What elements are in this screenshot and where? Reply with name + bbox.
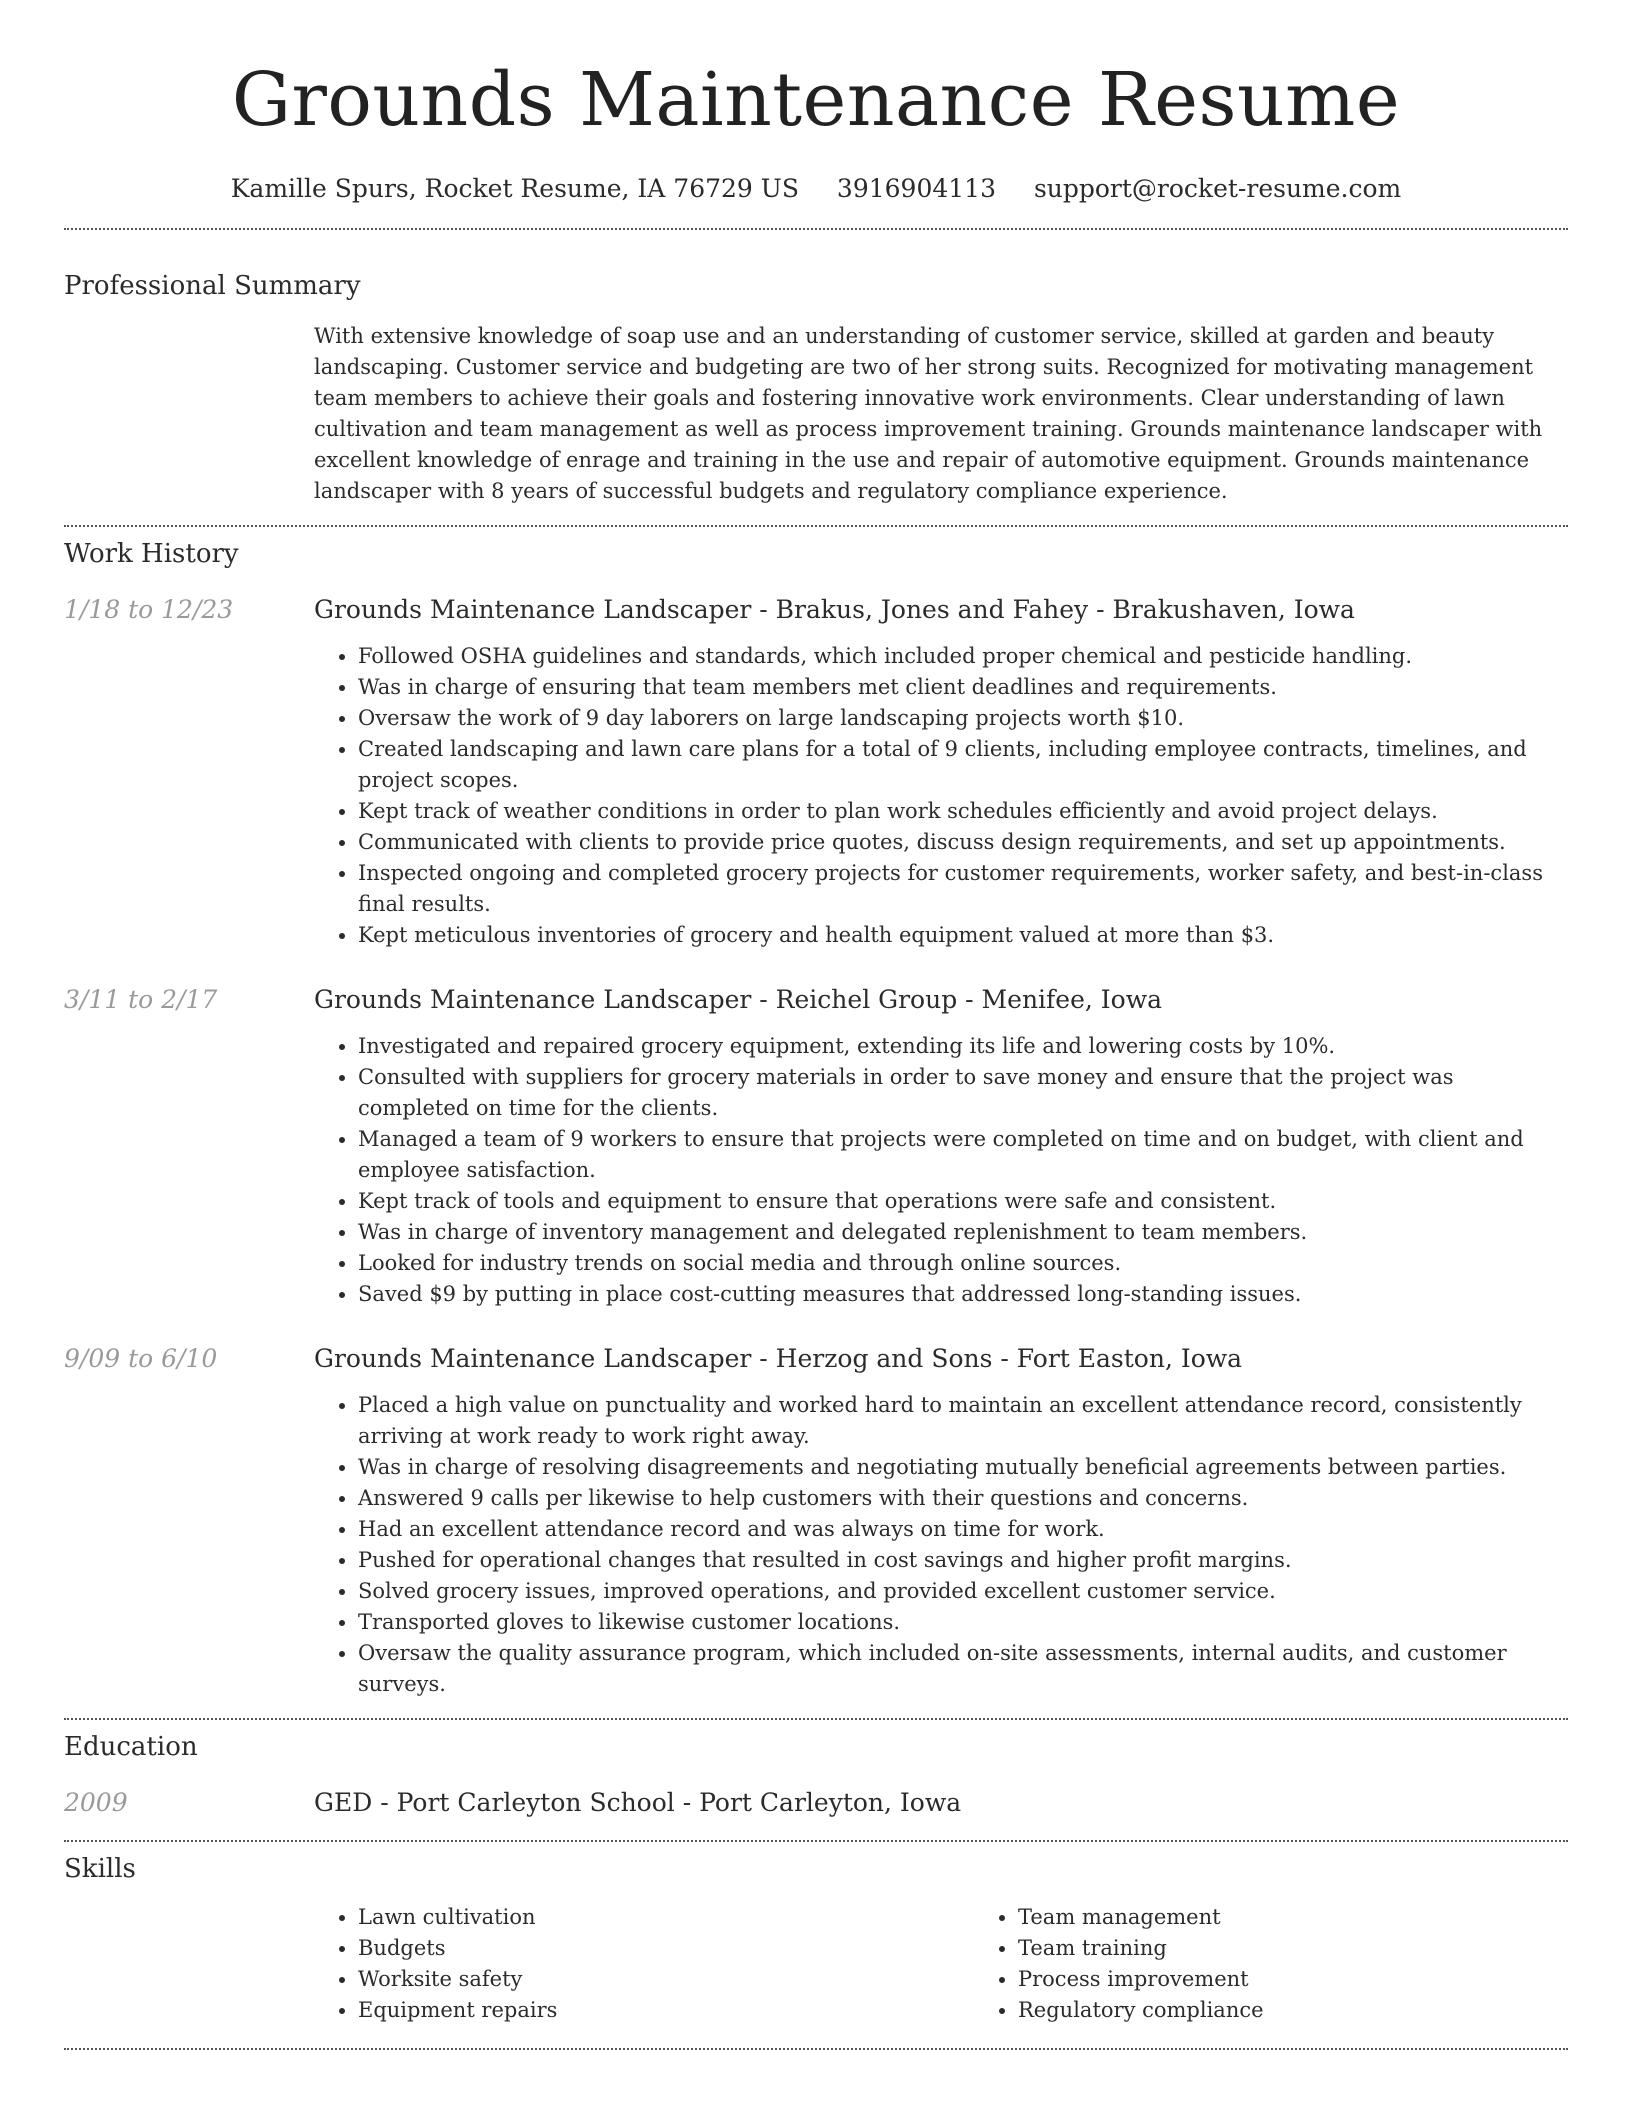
- divider: [64, 525, 1568, 527]
- skill-item: • Team management: [1018, 1902, 1568, 1933]
- education-text: GED - Port Carleyton School - Port Carleyton, Iowa: [314, 1788, 962, 1817]
- resume-title: Grounds Maintenance Resume: [231, 57, 1401, 143]
- section-title-education: Education: [64, 1732, 198, 1762]
- job-dates: 1/18 to 12/23: [64, 595, 234, 624]
- section-title-skills: Skills: [64, 1854, 136, 1884]
- skills-row: [64, 1902, 1568, 2026]
- section-title-work-history: Work History: [64, 539, 239, 569]
- job-details: [314, 1342, 1568, 1700]
- divider: [64, 2048, 1568, 2050]
- skills-column-2: [974, 1902, 1568, 2026]
- job-bullet: • Followed OSHA guidelines and standards, which included proper chemical and pesticide handling.: [358, 641, 1568, 672]
- job-bullet: • Was in charge of resolving disagreements and negotiating mutually beneficial agreements between parties.: [358, 1452, 1568, 1483]
- job-bullet: • Transported gloves to likewise customer locations.: [358, 1607, 1568, 1638]
- job-bullet: • Oversaw the work of 9 day laborers on large landscaping projects worth $10.: [358, 703, 1568, 734]
- skill-item: • Budgets: [358, 1933, 974, 1964]
- education-year: 2009: [64, 1788, 128, 1817]
- job-bullet: • Kept track of tools and equipment to ensure that operations were safe and consistent.: [358, 1186, 1568, 1217]
- skill-item: • Process improvement: [1018, 1964, 1568, 1995]
- job-entry: [64, 593, 1568, 951]
- divider: [64, 1718, 1568, 1720]
- summary-row: [64, 321, 1568, 507]
- job-details: [314, 593, 1568, 951]
- job-bullet: • Investigated and repaired grocery equipment, extending its life and lowering costs by 10%.: [358, 1031, 1568, 1062]
- job-bullet: • Was in charge of ensuring that team members met client deadlines and requirements.: [358, 672, 1568, 703]
- summary-body: [314, 321, 1568, 507]
- job-bullet: • Kept track of weather conditions in order to plan work schedules efficiently and avoid project delays.: [358, 796, 1568, 827]
- contact-phone: 3916904113: [836, 174, 996, 203]
- job-title: Grounds Maintenance Landscaper - Brakus, Jones and Fahey - Brakushaven, Iowa: [314, 595, 1355, 624]
- skills-grid: [314, 1902, 1568, 2026]
- divider: [64, 228, 1568, 230]
- education-entry: [64, 1786, 1568, 1820]
- job-entry: [64, 983, 1568, 1310]
- job-bullets: [314, 1031, 1568, 1310]
- job-title: Grounds Maintenance Landscaper - Herzog and Sons - Fort Easton, Iowa: [314, 1344, 1243, 1373]
- skill-item: • Lawn cultivation: [358, 1902, 974, 1933]
- skill-item: • Regulatory compliance: [1018, 1995, 1568, 2026]
- job-bullet: • Was in charge of inventory management and delegated replenishment to team members.: [358, 1217, 1568, 1248]
- job-bullet: • Managed a team of 9 workers to ensure that projects were completed on time and on budget, with client and employee satisfaction.: [358, 1124, 1568, 1186]
- contact-email: support@rocket-resume.com: [1033, 174, 1402, 203]
- job-bullet: • Inspected ongoing and completed grocery projects for customer requirements, worker safety, and best-in-class final results.: [358, 858, 1568, 920]
- summary-text: With extensive knowledge of soap use and an understanding of customer service, skilled at garden and beauty landscaping. Customer service and budgeting are two of her strong suits. Recognized for motivating management team members to achieve their goals and fostering innovative work environments. Clear understanding of lawn cultivation and team management as well as process improvement training. Grounds maintenance landscaper with excellent knowledge of enrage and training in the use and repair of automotive equipment. Grounds maintenance landscaper with 8 years of successful budgets and regulatory compliance experience.: [314, 324, 1543, 503]
- job-bullet: • Looked for industry trends on social media and through online sources.: [358, 1248, 1568, 1279]
- job-bullet: • Solved grocery issues, improved operations, and provided excellent customer service.: [358, 1576, 1568, 1607]
- section-title-summary: Professional Summary: [64, 271, 361, 301]
- job-title: Grounds Maintenance Landscaper - Reichel Group - Menifee, Iowa: [314, 985, 1163, 1014]
- job-bullet: • Kept meticulous inventories of grocery and health equipment valued at more than $3.: [358, 920, 1568, 951]
- job-bullet: • Had an excellent attendance record and was always on time for work.: [358, 1514, 1568, 1545]
- skill-item: • Team training: [1018, 1933, 1568, 1964]
- skill-item: • Worksite safety: [358, 1964, 974, 1995]
- job-bullet: • Pushed for operational changes that resulted in cost savings and higher profit margins.: [358, 1545, 1568, 1576]
- education-details: [314, 1786, 1568, 1820]
- job-details: [314, 983, 1568, 1310]
- job-bullet: • Consulted with suppliers for grocery materials in order to save money and ensure that the project was completed on time for the clients.: [358, 1062, 1568, 1124]
- job-bullet: • Saved $9 by putting in place cost-cutting measures that addressed long-standing issues.: [358, 1279, 1568, 1310]
- job-dates: 9/09 to 6/10: [64, 1344, 218, 1373]
- job-bullet: • Oversaw the quality assurance program, which included on-site assessments, internal audits, and customer surveys.: [358, 1638, 1568, 1700]
- job-bullet: • Communicated with clients to provide price quotes, discuss design requirements, and set up appointments.: [358, 827, 1568, 858]
- job-bullets: [314, 1390, 1568, 1700]
- job-bullet: • Placed a high value on punctuality and worked hard to maintain an excellent attendance record, consistently arriving at work ready to work right away.: [358, 1390, 1568, 1452]
- skills-column-1: [314, 1902, 974, 2026]
- contact-address: Kamille Spurs, Rocket Resume, IA 76729 US: [230, 174, 799, 203]
- skill-item: • Equipment repairs: [358, 1995, 974, 2026]
- job-bullet: • Created landscaping and lawn care plans for a total of 9 clients, including employee contracts, timelines, and project scopes.: [358, 734, 1568, 796]
- divider: [64, 1840, 1568, 1842]
- job-bullets: [314, 641, 1568, 951]
- contact-line: [64, 172, 1568, 206]
- job-bullet: • Answered 9 calls per likewise to help customers with their questions and concerns.: [358, 1483, 1568, 1514]
- job-entry: [64, 1342, 1568, 1700]
- job-dates: 3/11 to 2/17: [64, 985, 218, 1014]
